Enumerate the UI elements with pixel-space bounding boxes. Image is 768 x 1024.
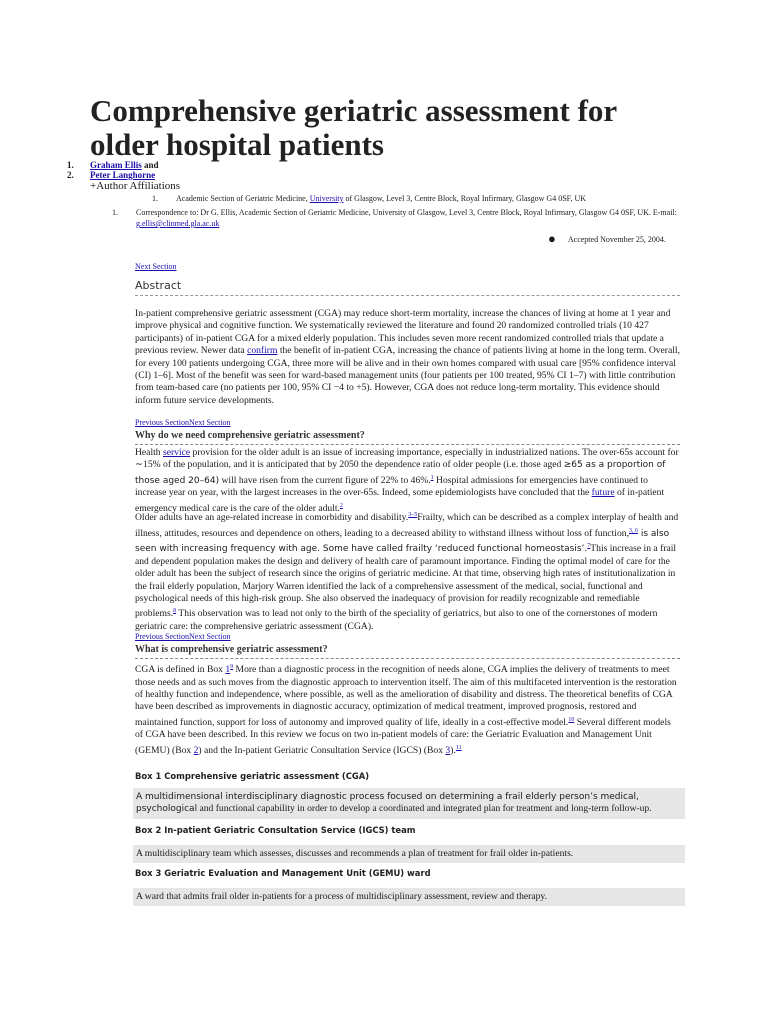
accepted-date xyxy=(548,231,666,247)
author-list xyxy=(67,160,159,180)
section-heading-why: Why do we need comprehensive geriatric assessment? xyxy=(135,430,680,445)
author-item xyxy=(67,170,159,180)
reference-link[interactable]: 8 xyxy=(173,608,177,615)
section1-paragraph-2: Older adults have an age-related increase in comorbidity and disability.$^{3-5}$Frailty, which can be described as a complex interplay of health and illness, attitudes, resources and dependence on others, leading to a decreased ability to withstand illness without loss of function,$^{3, 6}$ is also seen with increasing frequency with age. Some have called frailty ‘reduced functional homeostasis’.$^7$This increase in a frail and dependent population makes the design and delivery of health care of paramount importance. Finding the optimal model of care for the older adult has been the subject of research since the origins of geriatric medicine. At that time, observing high rates of institutionalization in the frail elderly population, Marjory Warren identified the lack of a comprehensive assessment of the medical, social, functional and psychological needs of this high-risk group. She also observed the inadequacy of provision for readily recognizable and remediable problems.$^8$ This observation was to lead not only to the birth of the speciality of geriatrics, but also to one of the cornerstones of modern geriatric care: the comprehensive geriatric assessment (CGA). xyxy=(135,512,679,632)
author-number: 2. xyxy=(67,170,74,180)
reference-link[interactable]: 3–5 xyxy=(408,512,418,518)
correspondence-text: Correspondence to: Dr G. Ellis, Academic Section of Geriatric Medicine, University of Glasgow, Level 3, Centre Block, Royal Infirmary, Glasgow G4 0SF, UK. E-mail: xyxy=(136,208,677,217)
box-1-heading: Box 1 Comprehensive geriatric assessment (CGA) xyxy=(135,771,370,781)
box-1-link[interactable]: 1 xyxy=(225,664,231,676)
reference-link[interactable]: 10 xyxy=(568,716,575,723)
author-item xyxy=(67,160,159,170)
reference-link[interactable]: 1 xyxy=(430,474,434,481)
box-2-link[interactable]: 2 xyxy=(193,745,199,756)
affiliation-text-post: of Glasgow, Level 3, Centre Block, Royal Infirmary, Glasgow G4 0SF, UK xyxy=(343,194,587,203)
bullet-icon: ● xyxy=(548,231,556,246)
box-3-link[interactable]: 3 xyxy=(445,745,451,756)
reference-link[interactable]: 11 xyxy=(455,744,462,751)
correspondence xyxy=(112,207,682,229)
box-2-heading: Box 2 In-patient Geriatric Consultation Service (IGCS) team xyxy=(135,825,416,835)
confirm-link[interactable]: confirm xyxy=(247,345,278,357)
previous-next-section-link[interactable]: Previous SectionNext Section xyxy=(135,632,231,641)
author-number: 1. xyxy=(67,160,74,170)
service-link[interactable]: service xyxy=(162,447,191,458)
section1-paragraph-1: Health service provision for the older adult is an issue of increasing importance, especially in industrialized nations. The over-65s account for ∼15% of the population, and it is anticipated that by 2050 the dependence ratio of older people (i.e. those aged ≥65 as a proportion of those aged 20–64) will have risen from the current figure of 22% to 46%.$^1$ Hospital admissions for emergencies have continued to increase year on year, with the largest increases in the over-65s. Indeed, some epidemiologists have concluded that the future of in-patient emergency medical care is the care of the older adult.$^2$ xyxy=(135,447,679,514)
university-link[interactable]: University xyxy=(309,194,344,203)
reference-link[interactable]: 2 xyxy=(339,502,343,509)
correspondence-number: 1. xyxy=(112,208,118,217)
reference-link[interactable]: 7 xyxy=(587,543,591,550)
reference-link[interactable]: 9 xyxy=(230,664,234,670)
affiliation-number: 1. xyxy=(152,194,158,203)
affiliation xyxy=(152,194,586,203)
next-section-link[interactable]: Next Section xyxy=(135,262,177,271)
affiliation-text-pre: Academic Section of Geriatric Medicine, xyxy=(176,194,310,203)
article-title: Comprehensive geriatric assessment for older hospital patients xyxy=(90,93,617,162)
future-link[interactable]: future xyxy=(591,487,615,499)
box-3-body: A ward that admits frail older in-patients for a process of multidisciplinary assessment, review and therapy. xyxy=(133,888,685,906)
author-affiliations-toggle[interactable]: +Author Affiliations xyxy=(90,180,181,192)
box-3-heading: Box 3 Geriatric Evaluation and Management Unit (GEMU) ward xyxy=(135,868,431,878)
reference-link[interactable]: 3, 6 xyxy=(628,527,638,534)
author-link-langhorne[interactable]: Peter Langhorne xyxy=(90,170,156,180)
abstract-heading: Abstract xyxy=(135,279,680,296)
previous-next-section-link[interactable]: Previous SectionNext Section xyxy=(135,418,231,427)
section2-paragraph: CGA is defined in Box $1^9$ More than a diagnostic process in the recognition of needs alone, CGA implies the delivery of treatments to meet those needs and as such moves from the diagnostic approach to intervention itself. The aim of this multifaceted intervention is the restoration of healthy function and independence, where possible, as well as the amelioration of disability and distress. The theoretical benefits of CGA have been described as improvements in diagnostic accuracy, optimization of medical treatment, improved prognosis, restored and maintained function, support for loss of autonomy and improved quality of life, ideally in a cost-effective model.$^{10}$ Several different models of CGA have been described. In this review we focus on two in-patient models of care: the Geriatric Evaluation and Management Unit (GEMU) (Box 2) and the In-patient Geriatric Consultation Service (IGCS) (Box 3).$^{11}$ xyxy=(135,664,677,756)
abstract-paragraph: In-patient comprehensive geriatric assessment (CGA) may reduce short-term mortality, increase the chances of living at home at 1 year and improve physical and cognitive function. We systematically reviewed the literature and found 20 randomized controlled trials (10 427 participants) of in-patient CGA for a mixed elderly population. This includes seven more recent randomized controlled trials that update a previous review. Newer data confirm the benefit of in-patient CGA, increasing the chance of patients living at home in the long term. Overall, for every 100 patients undergoing CGA, three more will be alive and in their own homes compared with usual care [95% confidence interval (CI) 1–6]. Most of the benefit was seen for ward-based management units (four patients per 100 treated, 95% CI 1–7) with little contribution from team-based care (no patients per 100, 95% CI −4 to +5). However, CGA does not reduce long-term mortality. This evidence should inform future service developments. xyxy=(135,308,680,406)
author-link-ellis[interactable]: Graham Ellis xyxy=(90,160,142,170)
author-conjunction: and xyxy=(141,160,159,170)
accepted-text: Accepted November 25, 2004. xyxy=(567,235,666,244)
section-heading-what: What is comprehensive geriatric assessment? xyxy=(135,644,680,659)
box-1-body: A multidimensional interdisciplinary diagnostic process focused on determining a frail elderly person’s medical, psychological and functional capability in order to develop a coordinated and integrated plan for treatment and long-term follow-up. xyxy=(133,788,685,819)
email-link[interactable]: g.ellis@clinmed.gla.ac.uk xyxy=(136,219,220,228)
box-2-body: A multidisciplinary team which assesses, discusses and recommends a plan of treatment for frail older in-patients. xyxy=(133,845,685,863)
